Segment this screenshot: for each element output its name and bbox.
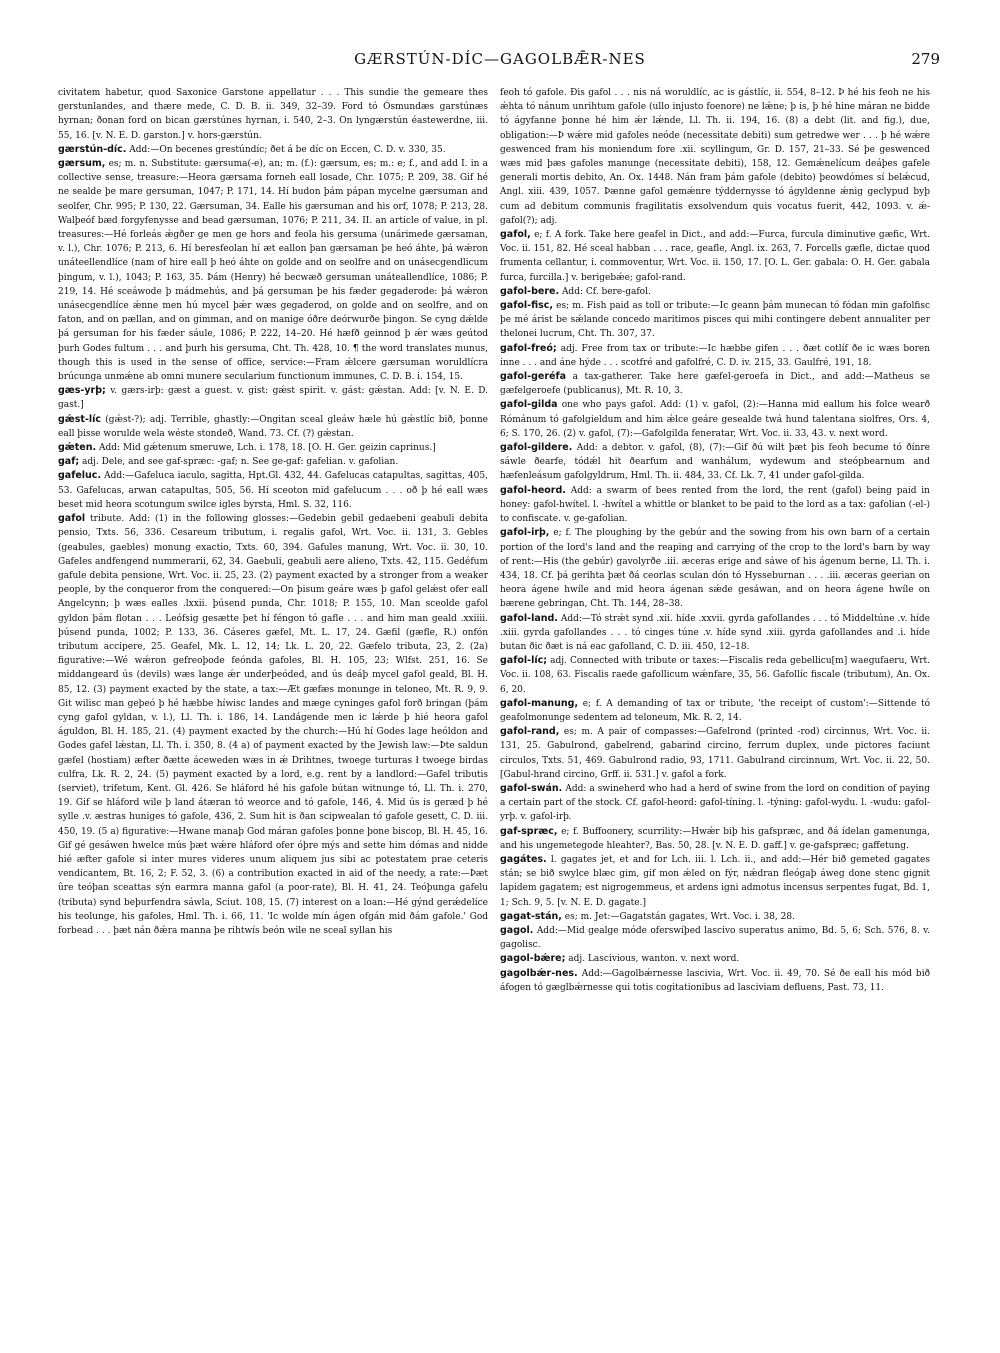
dictionary-entry [500, 370, 930, 398]
right-column [500, 86, 930, 1336]
dictionary-entry [58, 441, 488, 455]
running-head: GÆRSTÚN-DÍC—GAGOLBǢR-NES [354, 50, 646, 68]
dictionary-entry [500, 86, 930, 228]
dictionary-entry [500, 654, 930, 697]
entry-headword: gǽst-líc [58, 413, 102, 425]
dictionary-entry [58, 86, 488, 143]
entry-headword: gafol-líc; [500, 655, 548, 667]
entry-headword: gafol-gildere. [500, 442, 573, 454]
entry-text: adj. Free from tax or tribute:—Ic hæbbe gifen . . . ðæt cotlíf ðe ic wæs boren inne . . . and áne hýde . . . scotfré and gafolfré, C. D. iv. 215, 33. Gaulfré, 191, 18. [500, 343, 930, 368]
dictionary-entry [500, 526, 930, 611]
dictionary-entry [500, 398, 930, 441]
dictionary-entry [58, 157, 488, 384]
entry-text: (gǽst-?); adj. Terrible, ghastly:—Ongitan sceal gleáw hæle hú gǽstlíc bið, þonne eall þisse worulde wela wéste stondeð, Wand. 73. Cf. (?) gǽstan. [58, 414, 488, 439]
entry-headword: gafol-manung, [500, 697, 579, 709]
dictionary-entry [500, 967, 930, 995]
entry-headword: gaf-spræc, [500, 825, 558, 837]
entry-text: feoh tó gafole. Ðis gafol . . . nis ná woruldlíc, ac is gástlíc, ii. 554, 8–12. Þ hé his feoh ne his ǽhta tó nánum unrihtum gafole (ullo injusto foenore) ne lǽne; þ is, þ hé hine máran ne bidde tó ágyfanne þonne hé him ǽr lǽnde, Ll. Th. ii. 194, 16. (8) a debt (lit. and fig.), due, obligation:—Þ wǽre mid gafoles neóde (necessitate debiti) sum getredwe wer . . . þ hé wǽre geswenced fram his moniendum fore .xii. scyllingum, Gr. D. 157, 21–33. Sé þe geswenced wæs mid þæs gafoles manunge (necessitate debiti), 158, 12. Gemǽnelícum deáþes gafele generali mortis debito, An. Ox. 1448. Nán fram þám gafole (debito) þeowdómes sí belǽcud, Angl. xiii. 439, 1057. Þænne gafol gemǽnre týddernysse tó ágyldenne ǽnig geclypud byþ cum ad debitum communis fragilitatis exsolvendum quis vocatus fuerit, 442, 1093. v. ǽ-gafol(?); adj. [500, 88, 930, 226]
entry-text: Add: a swineherd who had a herd of swine from the lord on condition of paying a certain part of the stock. Cf. gafol-heord: gafol-tíning. l. -týning: gafol-wydu. l. -wudu: gafol-yrþ. v. gafol-irþ. [500, 783, 930, 823]
dictionary-entry [500, 952, 930, 966]
entry-text: Add: Mid gǽtenum smeruwe, Lch. i. 178, 18. [O. H. Ger. geizin caprinus.] [99, 443, 436, 454]
entry-text: Add: a debtor. v. gafol, (8), (7):—Gif ðú wilt þæt þis feoh becume tó ðínre sáwle ðearfe, tódǽl hit ðearfum and wanhálum, wydewum and steópbearnum and hæfenleásum gafolgyldrum, Hml. Th. ii. 484, 33. Cf. Lk. 7, 41 under gafol-gilda. [500, 443, 930, 482]
dictionary-entry [500, 782, 930, 825]
entry-headword: gafeluc. [58, 470, 102, 482]
entry-headword: gafol-land. [500, 612, 558, 624]
entry-headword: gæs-yrþ; [58, 385, 106, 397]
entry-text: e; f. A fork. Take here geafel in Dict., and add:—Furca, furcula diminutive gæfic, Wrt. Voc. ii. 151, 82. Hé sceal habban . . . race, geafle, Angl. ix. 263, 7. Forcells gæfle, dictae quod frumenta cellantur, i. commoventur, Wrt. Voc. ii. 150, 17. [O. L. Ger. gabala: O. H. Ger. gabala furca, furcilla.] v. berigebǽe; gafol-rand. [500, 230, 930, 283]
entry-headword: gagol-bǽre; [500, 953, 566, 965]
entry-headword: gærstún-díc. [58, 143, 127, 155]
entry-headword: gagat-stán, [500, 910, 562, 922]
left-column [58, 86, 488, 1336]
entry-headword: gagolbǽr-nes. [500, 967, 578, 979]
entry-text: e; f. The ploughing by the gebúr and the sowing from his own barn of a certain portion of the lord's land and the reaping and carrying of the crop to the lord's barn by way of rent:—His (the gebúr) gavolyrðe .iii. æceras erige and sáwe of his ágenum berne, Ll. Th. i. 434, 18. Cf. þá gerihta þæt ðá ceorlas sculan dón tó Hysseburnan . . . .iii. æceras geerian on heora ágene hwíle and mid heora ágenan sǽde gesáwan, and on heora ágene hwíle on bærene gebringan, Cht. Th. 144, 28–38. [500, 528, 930, 610]
entry-text: one who pays gafol. Add: (1) v. gafol, (2):—Hanna mid eallum his folce wearð Rómánum tó gafolgieldum and him ǽlce geáre gesealde twá hund talentana siolfres, Ors. 4, 6; S. 170, 26. (2) v. gafol, (7):—Gafolgilda feneratar, Wrt. Voc. ii. 33, 43. v. next word. [500, 400, 930, 439]
entry-headword: gafol-swán. [500, 782, 563, 794]
entry-headword: gafol-bere. [500, 285, 560, 297]
entry-text: adj. Lascivious, wanton. v. next word. [568, 954, 740, 965]
dictionary-entry [500, 299, 930, 342]
dictionary-entry [58, 455, 488, 469]
entry-text: e; f. Buffoonery, scurrility:—Hwǽr biþ his gafspræc, and ðá ídelan gamenunga, and his ungemetegode hleahter?, Bas. 50, 28. [v. N. E. D. gaff.] v. ge-gafspræc; gaffetung. [500, 826, 930, 851]
dictionary-entry [500, 228, 930, 285]
entry-headword: gafol-heord. [500, 484, 566, 496]
entry-text: es; m. n. Substitute: gærsuma(-e), an; m. (f.): gærsum, es; m.: e; f., and add I. in a collective sense, treasure:—Heora gærsama forneh eall losade, Chr. 1075; P. 209, 38. Gif hé ne sealde þe mare gersuman, 1047; P. 171, 14. Hí budon þám pápan mycelne gærsuman and seolfer, Chr. 995; P. 130, 22. Gærsuman, 34. Ealle his gærsuman and his orf, 1078; P. 213, 28. Walþeóf bæd forgyfenysse and bead gærsuman, 1076; P. 211, 34. II. an article of value, in pl. treasures:—Hé forleás ǽgðer ge men ge hors and feola his gersuma (unárimede gærsaman, v. l.), Chr. 1076; P. 213, 6. Hí beresfeolan hí æt eallon þan gærsaman þe heó áhte, þá wǽron unáteellendlíce (nam of hire eall þ heó áhte on golde and on seolfre and on unásecgendlicum þingum, v. l.), 1043; P. 163, 35. Þám (Henry) hé becwæð gersuman unáteallendlíce, 1086; P. 219, 14. Hé sceáwode þ mádmehús, and þá gersuman þe his fæder gegaderode: þá wǽron unásecgendlíce ǽnne men hú mycel þǽr wæs gegaderod, on golde and on seolfre, and on faton, and on pællan, and on gimman, and on manige óðre deórwurðe þingon. Se cyng dǽlde þá gersuman for his fæder sáule, 1086; P. 222, 14–20. Hé hæfð geinnod þ ǽr wæs geútod þurh Godes fultum . . . and þurh his gersuma, Cht. Th. 428, 10. ¶ the word translates munus, though this is used in the sense of office, service:—Fram ǽlcere gærsuman woruldlícra brúcunga unmǽne ab omni munere secularium functionum immunes, C. D. B. i. 154, 15. [58, 159, 488, 383]
page-number: 279 [911, 50, 940, 68]
dictionary-entry [58, 469, 488, 512]
dictionary-entry [500, 612, 930, 655]
entry-text: Add: a swarm of bees rented from the lord, the rent (gafol) being paid in honey: gafol-hwítel. l. -hwítel a whittle or blanket to be paid to the lord as a tax: gafolian (-el-) to confiscate. v. ge-gafolian. [500, 485, 930, 525]
page-header [60, 50, 940, 74]
dictionary-entry [500, 285, 930, 299]
entry-text: Add:—Gafeluca iaculo, sagitta, Hpt.Gl. 432, 44. Gafelucas catapultas, sagittas, 405, 53. Gafelucas, arwan catapultas, 505, 56. Hí sceoton mid gafelucum . . . oð þ hé eall wæs beset mid heora scotungum swilce igles byrsta, Hml. S. 32, 116. [58, 471, 488, 510]
dictionary-entry [500, 853, 930, 910]
entry-headword: gafol, [500, 229, 531, 241]
entry-text: adj. Connected with tribute or taxes:—Fiscalis reda gebellicu[m] waegufaeru, Wrt. Voc. ii. 108, 63. Fiscalis raede gafollicum wǽnfare, 35, 56. Gafollíc fiscale (tributum), An. Ox. 6, 20. [500, 656, 930, 695]
entry-text: Add:—Mid gealge móde oferswíþed lascivo superatus animo, Bd. 5, 6; Sch. 576, 8. v. gagolisc. [500, 925, 930, 951]
dictionary-entry [58, 413, 488, 441]
entry-text: es; m. Fish paid as toll or tribute:—Ic geann þám munecan tó fódan min gafolfisc þe mé árist be sǽlande concedo maritimos pisces qui mihi contingere debent annualiter per thelonei lucrum, Cht. Th. 307, 37. [500, 301, 930, 340]
entry-text: Add:—On becenes grestúndíc; ðet á be díc on Eccen, C. D. v. 330, 35. [129, 144, 446, 155]
entry-text: Add:—Tó strǽt synd .xii. híde .xxvii. gyrda gafollandes . . . tó Middeltúne .v. híde .xiii. gyrda gafollandes . . . tó cinges túne .v. híde synd .xiii. gyrda gafollandes and .i. híde butan ðic ðæt is ná eac gafolland, C. D. iii. 450, 12–18. [500, 613, 930, 652]
entry-text: l. gagates jet, et and for Lch. iii. l. Lch. ii., and add:—Hér bið gemeted gagates stán; se bið swylce blæc gim, gif mon ǽled on fýr, nǽdran fleógaþ áweg done stenc gignit lapidem gagatem; est nigrogemmeus, et ardens igni admotus incensus serpentes fugat, Bd. 1, 1; Sch. 9, 5. [v. N. E. D. gagate.] [500, 854, 930, 908]
entry-headword: gagátes. [500, 853, 547, 865]
dictionary-entry [58, 512, 488, 938]
entry-text: civitatem habetur, quod Saxonice Garstone appellatur . . . This sundie the gemeare thes gerstunlandes, and thære mede, C. D. B. ii. 349, 32–39. Ford tó Ósmundæs garstúnæs hyrnan; ðonan ford on bican gærstúnes hyrnan, i. 540, 2–3. On lyngærstún éastewerdne, iii. 55, 16. [v. N. E. D. garston.] v. hors-gærstún. [58, 88, 488, 141]
dictionary-entry [500, 825, 930, 853]
entry-text: adj. Dele, and see gaf-spræc: -gaf; n. See ge-gaf: gafelian. v. gafolian. [82, 457, 399, 468]
entry-text: es; m. A pair of compasses:—Gafelrond (printed -rod) circinnus, Wrt. Voc. ii. 131, 25. Gabulrond, gabelrend, gabarind circino, ferrum duplex, unde pictores faciunt circulos, Txts. 51, 469. Gabulrond radio, 93, 1711. Gabulrand circinnum, Wrt. Voc. ii. 22, 50. [Gabul-hrand circino, Grff. ii. 531.] v. gafol a fork. [500, 727, 930, 780]
entry-text: Add:—Gagolbǽrnesse lascivia, Wrt. Voc. ii. 49, 70. Sé ðe eall his mód bið áfogen tó gæglbǽrnesse qui totis cogitationibus ad lasciviam defluens, Past. 73, 11. [500, 968, 930, 993]
dictionary-entry [58, 384, 488, 412]
entry-text: Add: Cf. bere-gafol. [561, 286, 651, 297]
entry-headword: gafol-irþ, [500, 527, 550, 539]
dictionary-entry [500, 910, 930, 924]
entry-text: es; m. Jet:—Gagatstán gagates, Wrt. Voc. i. 38, 28. [564, 911, 795, 922]
entry-headword: gafol-rand, [500, 726, 560, 738]
dictionary-entry [500, 484, 930, 527]
entry-headword: gǽten. [58, 442, 97, 454]
entry-text: e; f. A demanding of tax or tribute, 'the receipt of custom':—Sittende tó geafolmonunge sedentem ad teloneum, Mk. R. 2, 14. [500, 698, 930, 723]
entry-headword: gafol-fisc, [500, 300, 554, 312]
dictionary-entry [500, 697, 930, 725]
entry-text: a tax-gatherer. Take here gæfel-geroefa in Dict., and add:—Matheus se gæfelgeroefe (publicanus), Mt. R. 10, 3. [500, 372, 930, 397]
entry-text: tribute. Add: (1) in the following glosses:—Gedebin gebil gedaebeni geabuli debita pensio, Txts. 56, 336. Cesareum tributum, i. regalis gafol, Wrt. Voc. ii. 131, 3. Gebles (geabules, gaebles) monung exactio, Txts. 60, 394. Gafules manung, Wrt. Voc. ii. 30, 10. Gafeles andfengend nummerarii, 62, 34. Gaebuli, geabuli aere alieno, Txts. 42, 115. Gedéfum gafule debita pensione, Wrt. Voc. ii. 25, 23. (2) payment exacted by a stronger from a weaker people, by the conqueror from the conquered:—On þisum geáre wæs þ gafol gelǽst ofer eall Angelcynn; þ wæs ealles .lxxii. þúsend punda, Chr. 1018; P. 155, 10. Man sceolde gafol gyldon þám flotan . . . Leófsig gesætte þet hí féngon tó gafle . . . and him man geald .xxiiii. þúsend punda, 1002; P. 133, 36. Cáseres gæfel, Mt. L. 17, 24. Gæfil (gæfle, R.) onfón tributum accipere, 25. Geafel, Mk. L. 12, 14; Lk. L. 20, 22. Gæfelo tributa, 23, 2. (2a) figurative:—Wé wǽron gefreoþode feónda gafoles, Bl. H. 105, 23; Wlfst. 251, 16. Se middangeard ús (devils) wæs lange ǽr underþeóded, and ús deáþ mycel gafol geald, Bl. H. 85, 12. (3) payment exacted by the state, a tax:—Æt gæfæs monunge in teloneo, Mt. R. 9, 9. Git wilisc man geþeó þ hé hæbbe híwisc landes and mæge cyninges gafol forð bringan (þám cyng gafol gyldan, v. l.), Ll. Th. i. 186, 14. Landágende men ic lǽrde þ hié heora gafol águldon, Bl. H. 185, 21. (4) payment exacted by the church:—Hú hí Godes lage heóldon and Godes gafel lǽstan, Ll. Th. i. 350, 8. (4 a) of payment exacted by the Jewish law:—Þte saldun gæfel (hostiam) æfter ðætte áceweden wæs in ǽ Drihtnes, twoege turturas ł twoege birdas culfra, Lk. R. 2, 24. (5) payment exacted by a lord, e.g. rent by a landlord:—Gafel tributis (serviet), trifetum, Kent. Gl. 426. Se hláford hé his gafole bútan witnunge tó, Ll. Th. i. 270, 19. Gif se hláford wile þ land átæran tó weorce and tó gafole, 146, 4. Mid ús is geræd þ hé sylle .v. æstras huniges tó gafole, 436, 2. Sum hit is ðan scipwealan tó gafole gesett, C. D. iii. 450, 19. (5 a) figurative:—Hwane manaþ God máran gafoles þonne þone biscop, Bl. H. 45, 16. Gif gé gesáwen hwelce mús þæt wǽre hláford ofer óþre mýs and sette him dómas and nidde hié æfter gafole si inter mures videres unum aliquem jus sibi ac potestatem prae ceteris vendicantem, Bt. 16, 2; F. 52, 3. (6) a contribution exacted in aid of the needy, a rate:—Þæt ûre teóþan sceattas sýn earmra manna gafol (a poor-rate), Bl. H. 41, 24. Teóþunga gafelu (tributa) synd beþurfendra sáwla, Sciut. 108, 15. (7) interest on a loan:—Hé gýnd gerǽdelíce his teolunge, his gafoles, Hml. Th. i. 66, 11. 'Ic wolde mín ágen ofgán mid ðám gafole.' God forbead . . . þæt nán ðǽra manna þe rihtwís beón wile ne sceal syllan his [58, 514, 488, 936]
entry-headword: gaf; [58, 456, 80, 468]
entry-headword: gærsum, [58, 158, 106, 170]
dictionary-entry [58, 143, 488, 157]
dictionary-entry [500, 342, 930, 370]
entry-headword: gagol. [500, 924, 534, 936]
dictionary-entry [500, 725, 930, 782]
dictionary-entry [500, 924, 930, 952]
entry-headword: gafol [58, 513, 86, 525]
dictionary-entry [500, 441, 930, 484]
entry-headword: gafol-freó; [500, 342, 557, 354]
entry-headword: gafol-gilda [500, 399, 558, 411]
entry-headword: gafol-geréfa [500, 371, 566, 383]
entry-text: v. gærs-irþ: gæst a guest. v. gist: gǽst spirit. v. gást: gǽstan. Add: [v. N. E. D. gast.] [58, 386, 488, 411]
